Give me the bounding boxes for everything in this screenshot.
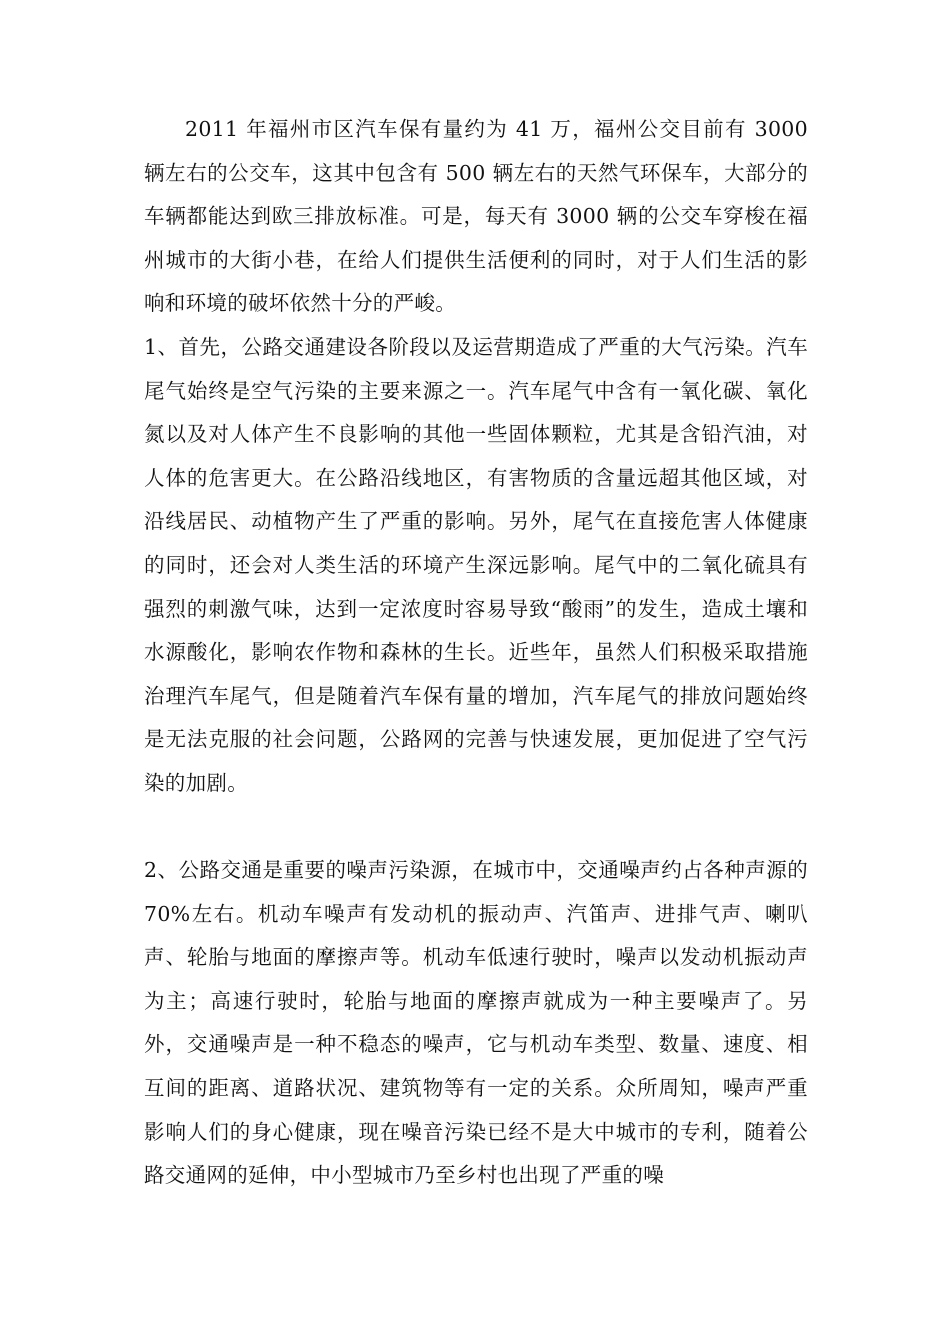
document-body	[144, 108, 808, 1198]
paragraph-air-pollution: 1、首先，公路交通建设各阶段以及运营期造成了严重的大气污染。汽车尾气始终是空气污染的主要来源之一。汽车尾气中含有一氧化碳、氧化氮以及对人体产生不良影响的其他一些固体颗粒，尤其是含铅汽油，对人体的危害更大。在公路沿线地区，有害物质的含量远超其他区域，对沿线居民、动植物产生了严重的影响。另外，尾气在直接危害人体健康的同时，还会对人类生活的环境产生深远影响。尾气中的二氧化硫具有强烈的刺激气味，达到一定浓度时容易导致“酸雨”的发生，造成土壤和水源酸化，影响农作物和森林的生长。近些年，虽然人们积极采取措施治理汽车尾气，但是随着汽车保有量的增加，汽车尾气的排放问题始终是无法克服的社会问题，公路网的完善与快速发展，更加促进了空气污染的加剧。	[144, 334, 808, 795]
paragraph-intro: 2011 年福州市区汽车保有量约为 41 万，福州公交目前有 3000 辆左右的公交车，这其中包含有 500 辆左右的天然气环保车，大部分的车辆都能达到欧三排放标准。可是，每天有 3000 辆的公交车穿梭在福州城市的大街小巷，在给人们提供生活便利的同时，对于人们生活的影响和环境的破坏依然十分的严峻。	[144, 117, 808, 316]
paragraph-noise-pollution: 2、公路交通是重要的噪声污染源，在城市中，交通噪声约占各种声源的 70%左右。机动车噪声有发动机的振动声、汽笛声、进排气声、喇叭声、轮胎与地面的摩擦声等。机动车低速行驶时，噪声以发动机振动声为主；高速行驶时，轮胎与地面的摩擦声就成为一种主要噪声了。另外，交通噪声是一种不稳态的噪声，它与机动车类型、数量、速度、相互间的距离、道路状况、建筑物等有一定的关系。众所周知，噪声严重影响人们的身心健康，现在噪音污染已经不是大中城市的专利，随着公路交通网的延伸，中小型城市乃至乡村也出现了严重的噪	[144, 858, 808, 1188]
